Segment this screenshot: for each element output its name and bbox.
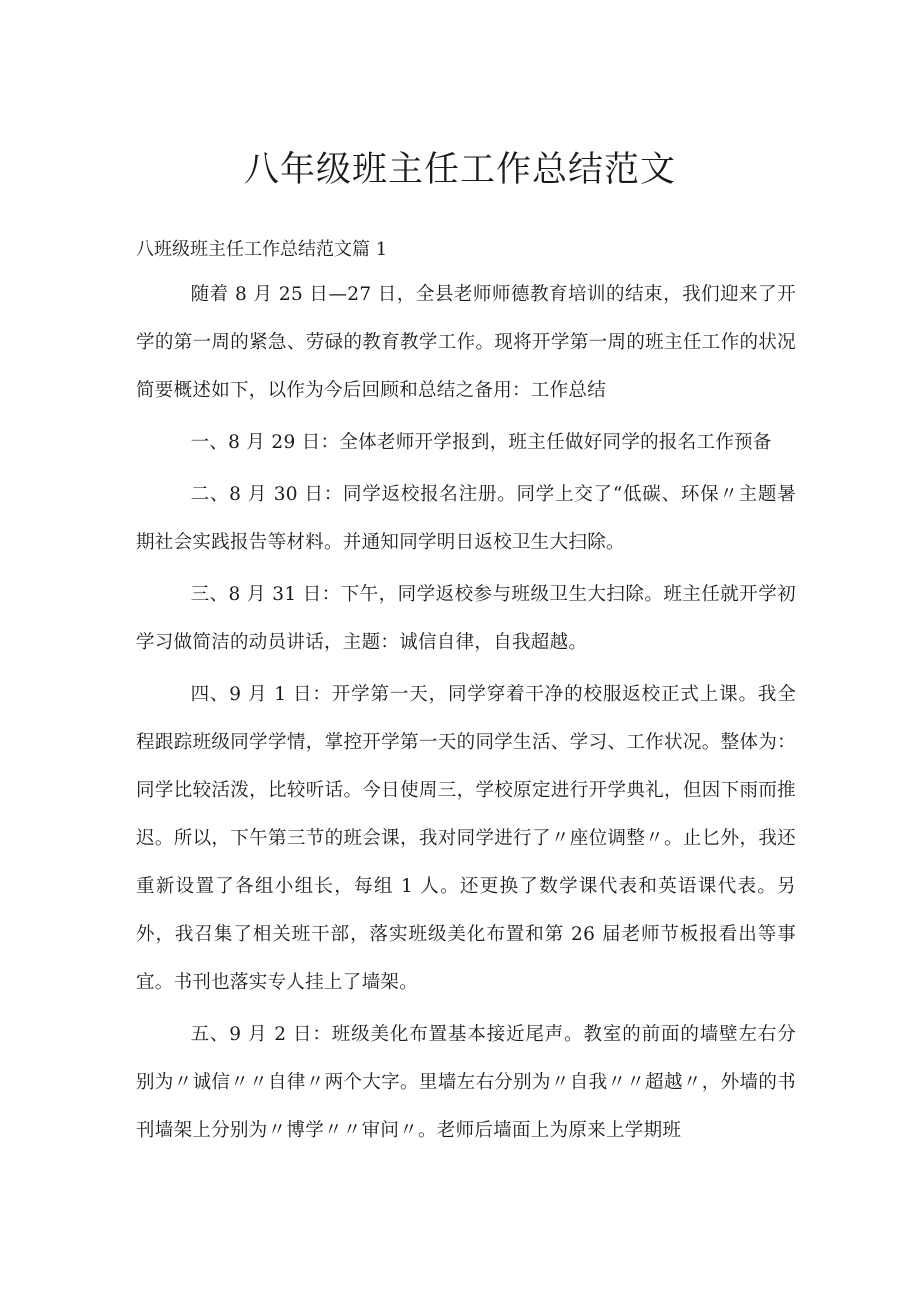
- paragraph-aug-29: 一、8 月 29 日：全体老师开学报到，班主任做好同学的报名工作预备: [190, 432, 772, 453]
- paragraph-intro: 随着 8 月 25 日—27 日，全县老师师德教育培训的结束，我们迎来了开学的第一周的紧急、劳碌的教育教学工作。现将开学第一周的班主任工作的状况简要概述如下，以作为今后回顾和总结之备用：工作总结: [136, 284, 796, 401]
- paragraph-sep-2: 五、9 月 2 日：班级美化布置基本接近尾声。教室的前面的墙壁左右分别为〃诚信〃〃自律〃两个大字。里墙左右分别为〃自我〃〃超越〃，外墙的书刊墙架上分别为〃博学〃〃审问〃。老师后墙面上为原来上学期班: [136, 1024, 796, 1141]
- paragraph-aug-30: 二、8 月 30 日：同学返校报名注册。同学上交了“低碳、环保〃主题暑期社会实践报告等材料。并通知同学明日返校卫生大扫除。: [136, 484, 796, 553]
- document-body: [136, 271, 796, 1155]
- paragraph-aug-31: 三、8 月 31 日：下午，同学返校参与班级卫生大扫除。班主任就开学初学习做简洁的动员讲话，主题：诚信自律，自我超越。: [136, 584, 796, 653]
- paragraph-sep-1: 四、9 月 1 日：开学第一天，同学穿着干净的校服返校正式上课。我全程跟踪班级同学学情，掌控开学第一天的同学生活、学习、工作状况。整体为：同学比较活泼，比较听话。今日使周三，学校原定进行开学典礼，但因下雨而推迟。所以，下午第三节的班会课，我对同学进行了〃座位调整〃。止匕外，我还重新设置了各组小组长，每组 1 人。还更换了数学课代表和英语课代表。另外，我召集了相关班干部，落实班级美化布置和第 26 届老师节板报看出等事宜。书刊也落实专人挂上了墙架。: [136, 684, 796, 993]
- document-title: 八年级班主任工作总结范文: [243, 150, 676, 190]
- document-subtitle: 八班级班主任工作总结范文篇 1: [136, 239, 388, 260]
